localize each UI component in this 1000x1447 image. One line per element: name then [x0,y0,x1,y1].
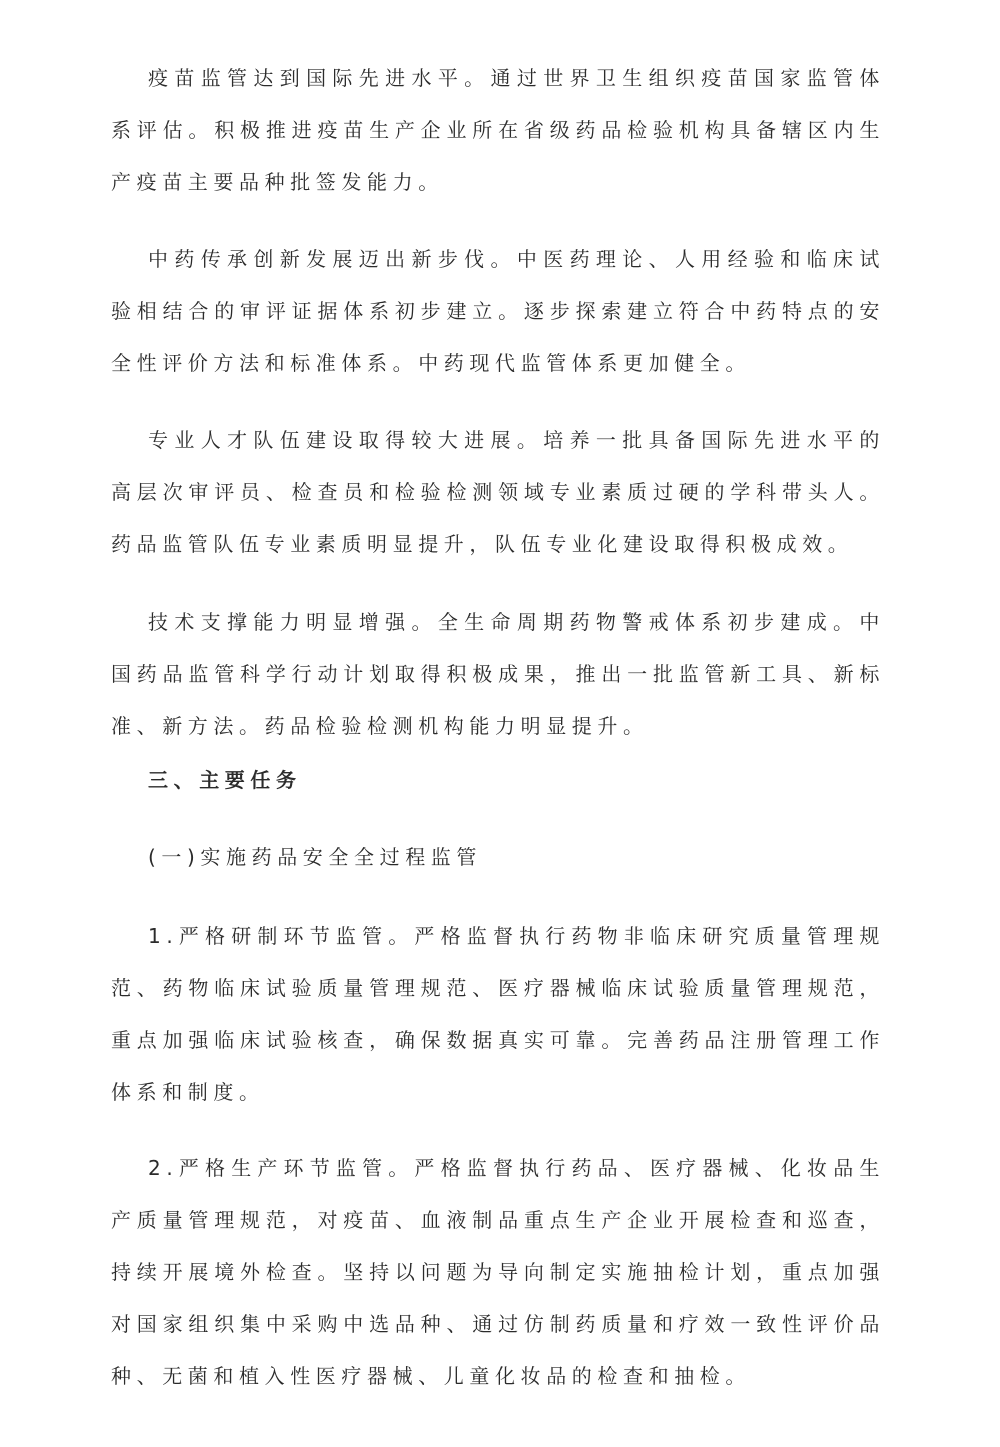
paragraph-talent-building: 专业人才队伍建设取得较大进展。培养一批具备国际先进水平的高层次审评员、检查员和检验检测领域专业素质过硬的学科带头人。药品监管队伍专业素质明显提升，队伍专业化建设取得积极成效。 [111,428,885,556]
paragraph-technical-support: 技术支撑能力明显增强。全生命周期药物警戒体系初步建成。中国药品监管科学行动计划取得积极成果，推出一批监管新工具、新标准、新方法。药品检验检测机构能力明显提升。 [111,610,885,738]
sub-heading: (一)实施药品安全全过程监管 [148,845,483,869]
paragraph-vaccine-regulation: 疫苗监管达到国际先进水平。通过世界卫生组织疫苗国家监管体系评估。积极推进疫苗生产企业所在省级药品检验机构具备辖区内生产疫苗主要品种批签发能力。 [111,66,885,194]
section-heading: 三、主要任务 [148,768,302,792]
paragraph-research-supervision: 1.严格研制环节监管。严格监督执行药物非临床研究质量管理规范、药物临床试验质量管理规范、医疗器械临床试验质量管理规范，重点加强临床试验核查，确保数据真实可靠。完善药品注册管理工作体系和制度。 [111,924,885,1104]
paragraph-production-supervision: 2.严格生产环节监管。严格监督执行药品、医疗器械、化妆品生产质量管理规范，对疫苗、血液制品重点生产企业开展检查和巡查，持续开展境外检查。坚持以问题为导向制定实施抽检计划，重点加强对国家组织集中采购中选品种、通过仿制药质量和疗效一致性评价品种、无菌和植入性医疗器械、儿童化妆品的检查和抽检。 [111,1156,885,1388]
paragraph-tcm-innovation: 中药传承创新发展迈出新步伐。中医药理论、人用经验和临床试验相结合的审评证据体系初步建立。逐步探索建立符合中药特点的安全性评价方法和标准体系。中药现代监管体系更加健全。 [111,247,885,375]
